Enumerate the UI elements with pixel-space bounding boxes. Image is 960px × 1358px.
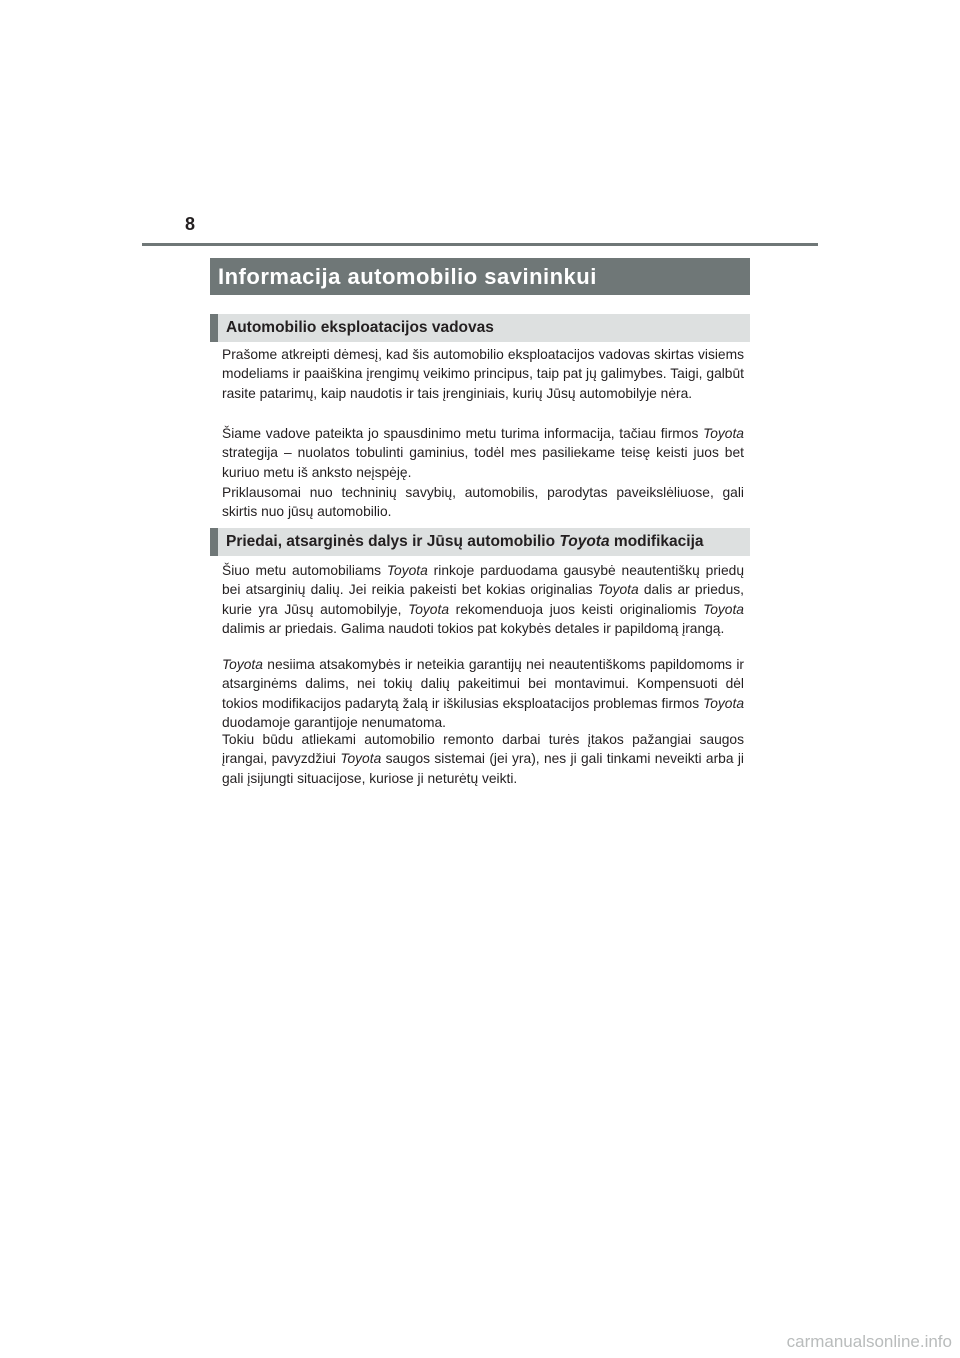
watermark: carmanualsonline.info (786, 1332, 952, 1351)
paragraph-manual-scope: Prašome atkreipti dėmesį, kad šis automobilio eksploatacijos vadovas skirtas visiems modeliams ir paaiškina įrengimų veikimo principus, taip pat jų galimybes. Taigi, galbūt rasite patarimų, kaip naudotis ir tais įrenginiais, kurių Jūsų automobilyje nėra. (222, 347, 744, 401)
paragraph-vehicle-illustrations: Priklausomai nuo techninių savybių, automobilis, parodytas paveikslėliuose, gali skirtis nuo jūsų automobilio. (222, 485, 744, 520)
section-heading-text: Automobilio eksploatacijos vadovas (226, 319, 494, 336)
section-heading-owners-manual (210, 314, 750, 342)
paragraph-non-genuine-parts: Šiuo metu automobiliams Toyota rinkoje parduodama gausybė neautentiškų priedų bei atsarginių dalių. Jei reikia pakeisti bet kokias originalias Toyota dalis ar priedus, kurie yra Jūsų automobilyje, Toyota rekomenduoja juos keisti originaliomis Toyota dalimis ar priedais. Galima naudoti tokios pat kokybės detales ir papildomą įrangą. (222, 563, 744, 637)
brand-name: Toyota (559, 533, 610, 550)
brand-name: Toyota (703, 426, 744, 441)
paragraph-safety-systems: Tokiu būdu atliekami automobilio remonto darbai turės įtakos pažangiai saugos įrangai, pavyzdžiui Toyota saugos sistemai (jei yra), nes ji gali tinkami neveikti arba ji gali įsijungti situacijose, kuriose ji neturėtų veikti. (222, 732, 744, 786)
page-title: Informacija automobilio savininkui (210, 258, 750, 295)
page-number: 8 (185, 214, 196, 234)
top-rule (142, 243, 818, 246)
paragraph-manual-info: Šiame vadove pateikta jo spausdinimo metu turima informacija, tačiau firmos Toyota strategija – nuolatos tobulinti gaminius, todėl mes pasiliekame teisę keisti juos bet kuriuo metu iš anksto neįspėję. (222, 426, 744, 480)
section-heading-accessories: Priedai, atsarginės dalys ir Jūsų automobilio Toyota modifikacija (210, 528, 750, 556)
paragraph-warranty: Toyota nesiima atsakomybės ir neteikia garantijų nei neautentiškoms papildomoms ir atsarginėms dalims, nei tokių dalių pakeitimui bei montavimui. Kompensuoti dėl tokios modifikacijos padarytą žalą ir iškilusias eksploatacijos problemas firmos Toyota duodamoje garantijoje nenumatoma. (222, 657, 744, 731)
